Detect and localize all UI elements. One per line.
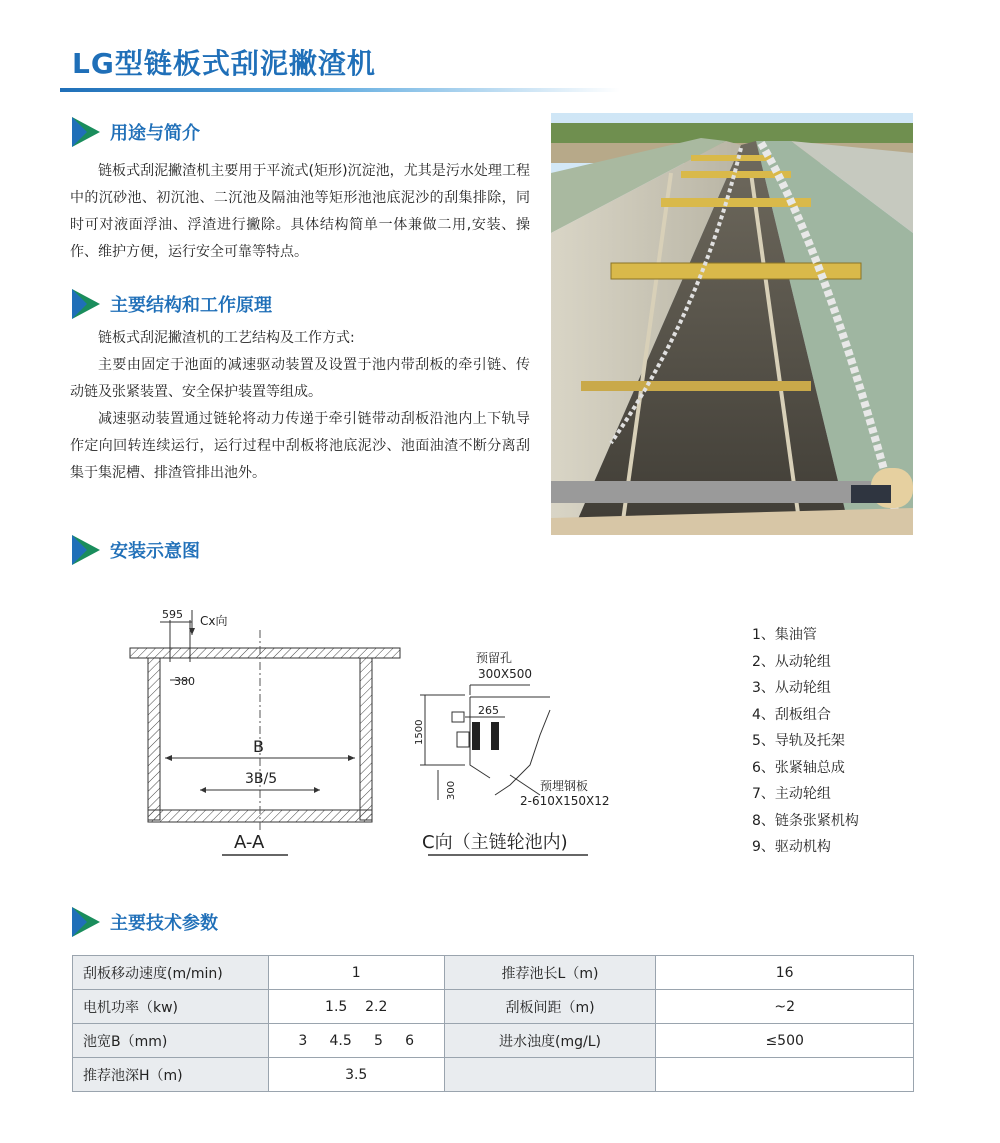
legend-item: 7、主动轮组 — [752, 786, 831, 802]
dim-1500: 1500 — [414, 719, 425, 745]
width-label-b: B — [253, 737, 264, 756]
table-row — [73, 1058, 914, 1092]
legend-item: 8、链条张紧机构 — [752, 812, 859, 829]
table-cell: 池宽B（mm) — [73, 1024, 269, 1058]
legend-item: 6、张紧轴总成 — [752, 759, 845, 776]
section-caption-aa: A-A — [234, 832, 265, 853]
section-arrow-icon — [72, 535, 100, 565]
installation-diagram-drawing — [110, 600, 630, 865]
table-cell: 进水浊度(mg/L) — [444, 1024, 656, 1058]
table-row — [73, 1024, 914, 1058]
table-cell — [656, 1058, 914, 1092]
structure-text — [70, 325, 530, 487]
installation-diagram — [110, 600, 630, 865]
equipment-photo-illustration — [551, 113, 913, 535]
page-title: LG型链板式刮泥撇渣机 — [72, 47, 376, 80]
section-heading-install — [72, 536, 200, 564]
table-cell: ~2 — [656, 990, 914, 1024]
spec-table — [72, 955, 914, 1092]
legend-item: 9、驱动机构 — [752, 839, 831, 855]
parts-legend — [752, 622, 859, 861]
legend-item: 5、导轨及托架 — [752, 733, 845, 749]
reserve-hole-label: 预留孔 — [476, 651, 513, 665]
structure-paragraph: 链板式刮泥撇渣机的工艺结构及工作方式: — [98, 330, 355, 346]
equipment-photo — [551, 113, 913, 535]
section-arrow-icon — [72, 289, 100, 319]
intro-text — [70, 158, 530, 266]
embed-plate-size: 2-610X150X12 — [520, 794, 610, 808]
section-caption-c: C向（主链轮池内) — [422, 832, 568, 853]
table-row — [73, 956, 914, 990]
reserve-hole-size: 300X500 — [478, 667, 533, 681]
dim-265: 265 — [478, 704, 499, 717]
table-cell: 1 — [268, 956, 444, 990]
section-heading-label: 用途与简介 — [110, 123, 200, 144]
table-cell: 推荐池深H（m) — [73, 1058, 269, 1092]
dim-380: 380 — [174, 675, 195, 688]
section-heading-label: 安装示意图 — [110, 541, 200, 562]
legend-item: 1、集油管 — [752, 627, 817, 643]
cx-direction-label: Cx向 — [200, 614, 228, 628]
title-underline — [60, 88, 620, 92]
dim-300: 300 — [446, 780, 457, 800]
legend-item: 2、从动轮组 — [752, 653, 831, 670]
table-cell: 刮板间距（m) — [444, 990, 656, 1024]
section-arrow-icon — [72, 907, 100, 937]
section-heading-label: 主要结构和工作原理 — [110, 295, 272, 316]
table-cell: 电机功率（kw) — [73, 990, 269, 1024]
section-heading-intro — [72, 118, 200, 146]
table-cell: 3.5 — [268, 1058, 444, 1092]
legend-item: 4、刮板组合 — [752, 706, 831, 723]
table-cell — [444, 1058, 656, 1092]
table-cell: 1.5 2.2 — [268, 990, 444, 1024]
intro-paragraph: 链板式刮泥撇渣机主要用于平流式(矩形)沉淀池，尤其是污水处理工程中的沉砂池、初沉池、二沉池及隔油池等矩形池池底泥沙的刮集排除，同时可对液面浮油、浮渣进行撇除。具体结构简单一体兼做二用,安装、操作、维护方便，运行安全可靠等特点。 — [70, 163, 530, 260]
table-cell: 刮板移动速度(m/min) — [73, 956, 269, 990]
dim-595: 595 — [162, 608, 183, 621]
embed-plate-label: 预埋钢板 — [540, 779, 589, 793]
section-heading-params — [72, 908, 218, 936]
legend-item: 3、从动轮组 — [752, 680, 831, 696]
section-arrow-icon — [72, 117, 100, 147]
table-row — [73, 990, 914, 1024]
structure-paragraph: 减速驱动装置通过链轮将动力传递于牵引链带动刮板沿池内上下轨导作定向回转连续运行，运行过程中刮板将池底泥沙、池面油渣不断分离刮集于集泥槽、排渣管排出池外。 — [70, 411, 530, 481]
table-cell: ≤500 — [656, 1024, 914, 1058]
section-heading-structure — [72, 290, 272, 318]
table-cell: 16 — [656, 956, 914, 990]
width-label-3b5: 3B/5 — [245, 771, 278, 787]
table-cell: 推荐池长L（m) — [444, 956, 656, 990]
structure-paragraph: 主要由固定于池面的减速驱动装置及设置于池内带刮板的牵引链、传动链及张紧装置、安全保护装置等组成。 — [70, 357, 530, 400]
table-cell: 3 4.5 5 6 — [268, 1024, 444, 1058]
section-heading-label: 主要技术参数 — [110, 913, 218, 934]
